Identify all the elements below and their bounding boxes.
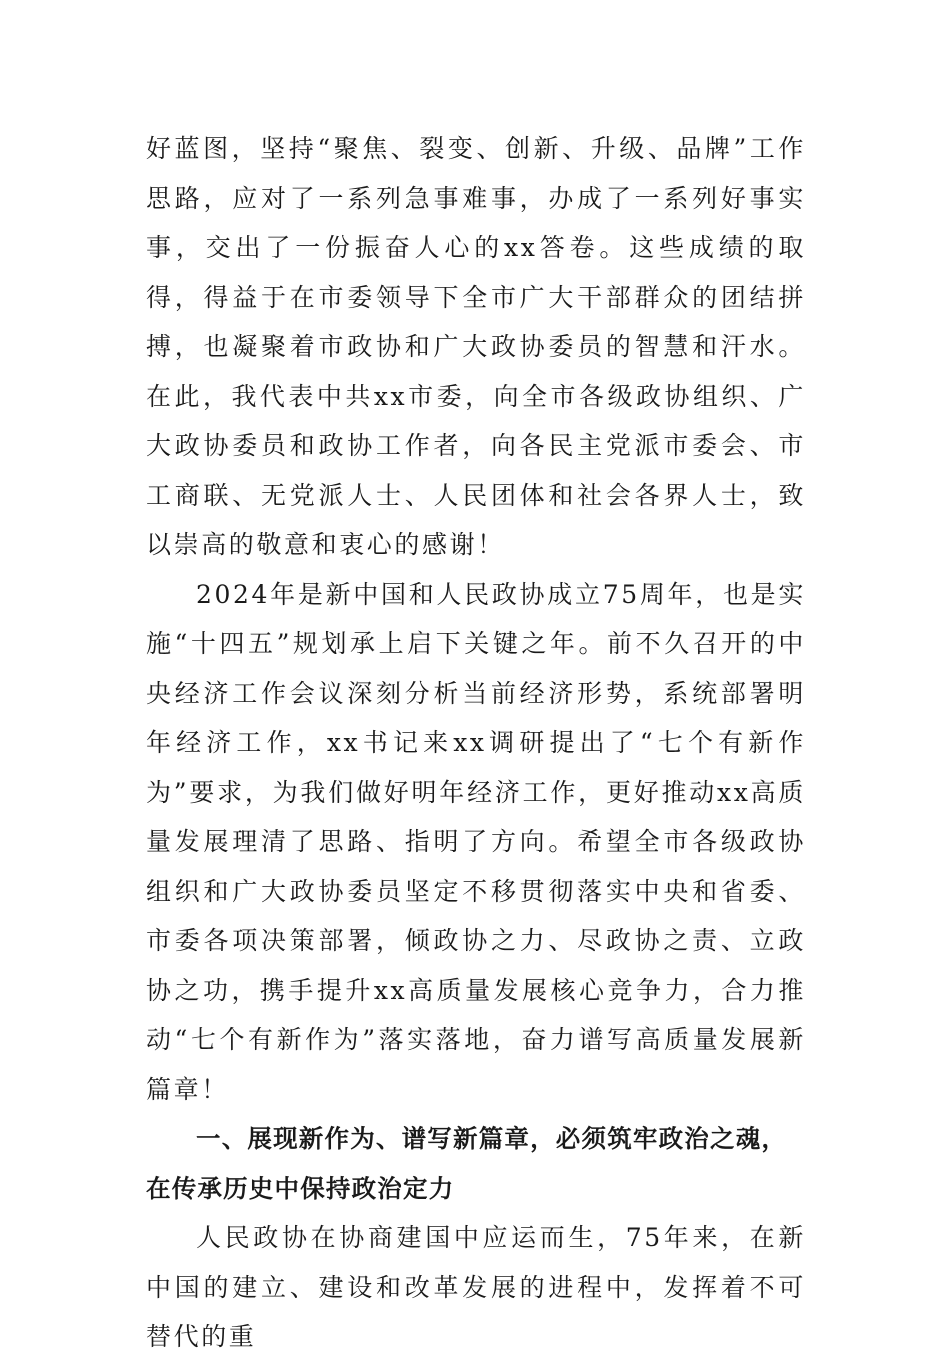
document-body: [146, 124, 806, 1362]
paragraph-acknowledgement: 好蓝图，坚持“聚焦、裂变、创新、升级、品牌”工作思路，应对了一系列急事难事，办成了一系列好事实事，交出了一份振奋人心的xx答卷。这些成绩的取得，得益于在市委领导下全市广大干部群众的团结拼搏，也凝聚着市政协和广大政协委员的智慧和汗水。在此，我代表中共xx市委，向全市各级政协组织、广大政协委员和政协工作者，向各民主党派市委会、市工商联、无党派人士、人民团体和社会各界人士，致以崇高的敬意和衷心的感谢！: [146, 134, 806, 559]
section-heading-1: 一、展现新作为、谱写新篇章，必须筑牢政治之魂，在传承历史中保持政治定力: [146, 1124, 788, 1203]
paragraph-2024-outlook: 2024年是新中国和人民政协成立75周年，也是实施“十四五”规划承上启下关键之年。前不久召开的中央经济工作会议深刻分析当前经济形势，系统部署明年经济工作，xx书记来xx调研提出了“七个有新作为”要求，为我们做好明年经济工作，更好推动xx高质量发展理清了思路、指明了方向。希望全市各级政协组织和广大政协委员坚定不移贯彻落实中央和省委、市委各项决策部署，倾政协之力、尽政协之责、立政协之功，携手提升xx高质量发展核心竞争力，合力推动“七个有新作为”落实落地，奋力谱写高质量发展新篇章！: [146, 579, 806, 1104]
paragraph-history: 人民政协在协商建国中应运而生，75年来，在新中国的建立、建设和改革发展的进程中，发挥着不可替代的重: [146, 1223, 806, 1351]
